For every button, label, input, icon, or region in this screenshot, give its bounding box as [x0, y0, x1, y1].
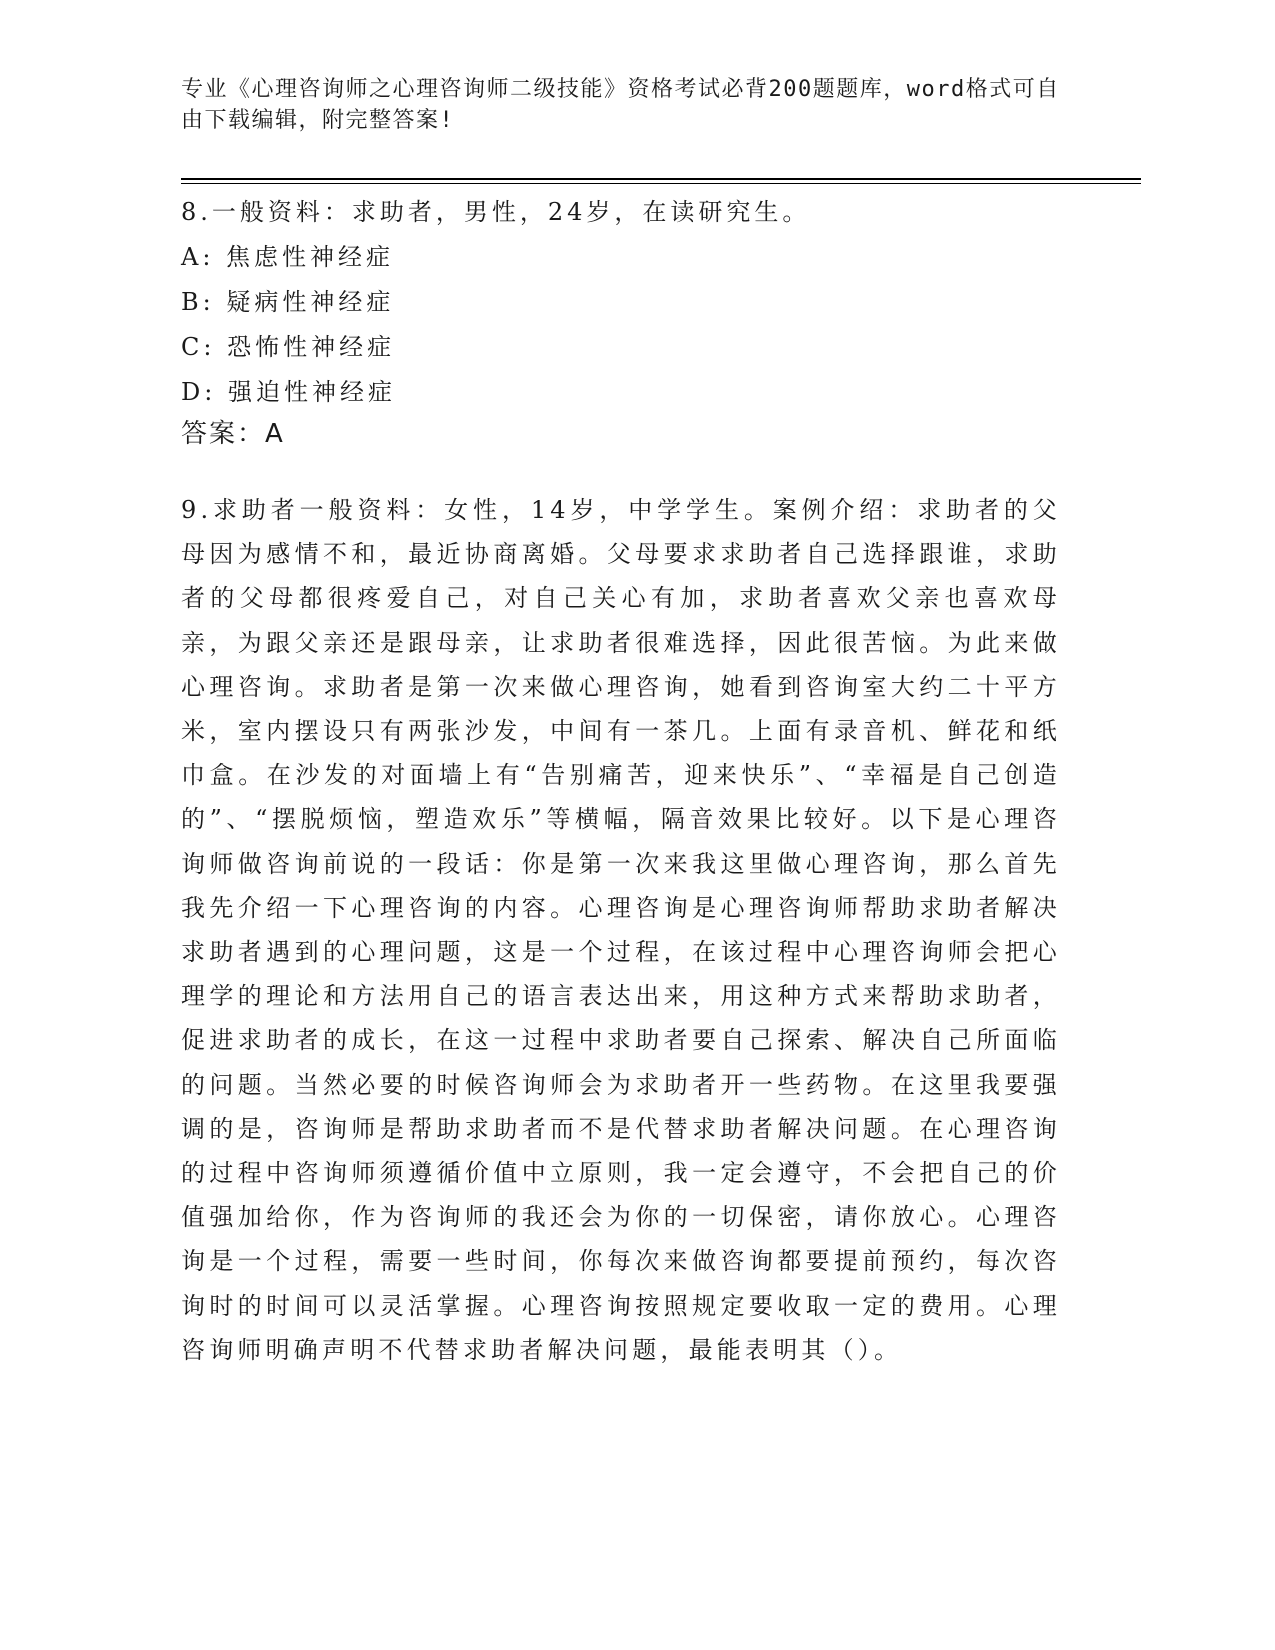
option-a: A: 焦虑性神经症 [181, 243, 395, 271]
header-rule-thin [181, 183, 1141, 184]
question-8-answer: 答案：A [181, 419, 285, 449]
question-8 [181, 190, 1081, 415]
option-b: B: 疑病性神经症 [181, 288, 395, 316]
header-rule-thick [181, 178, 1141, 180]
option-d: D: 强迫性神经症 [181, 378, 396, 406]
option-c: C: 恐怖性神经症 [181, 333, 396, 361]
document-header: 专业《心理咨询师之心理咨询师二级技能》资格考试必背200题题库，word格式可自由下载编辑，附完整答案! [181, 77, 1060, 133]
question-9-text: 9.求助者一般资料：女性，14岁，中学学生。案例介绍：求助者的父母因为感情不和，最近协商离婚。父母要求求助者自己选择跟谁，求助者的父母都很疼爱自己，对自己关心有加，求助者喜欢父亲也喜欢母亲，为跟父亲还是跟母亲，让求助者很难选择，因此很苦恼。为此来做心理咨询。求助者是第一次来做心理咨询，她看到咨询室大约二十平方米，室内摆设只有两张沙发，中间有一茶几。上面有录音机、鲜花和纸巾盒。在沙发的对面墙上有“告别痛苦，迎来快乐”、“幸福是自己创造的”、“摆脱烦恼，塑造欢乐”等横幅，隔音效果比较好。以下是心理咨询师做咨询前说的一段话：你是第一次来我这里做心理咨询，那么首先我先介绍一下心理咨询的内容。心理咨询是心理咨询师帮助求助者解决求助者遇到的心理问题，这是一个过程，在该过程中心理咨询师会把心理学的理论和方法用自己的语言表达出来，用这种方式来帮助求助者，促进求助者的成长，在这一过程中求助者要自己探索、解决自己所面临的问题。当然必要的时候咨询师会为求助者开一些药物。在这里我要强调的是，咨询师是帮助求助者而不是代替求助者解决问题。在心理咨询的过程中咨询师须遵循价值中立原则，我一定会遵守，不会把自己的价值强加给你，作为咨询师的我还会为你的一切保密，请你放心。心理咨询是一个过程，需要一些时间，你每次来做咨询都要提前预约，每次咨询时的时间可以灵活掌握。心理咨询按照规定要收取一定的费用。心理咨询师明确声明不代替求助者解决问题，最能表明其（）。 [181, 496, 1061, 1364]
question-8-stem: 8.一般资料：求助者，男性，24岁，在读研究生。 [181, 198, 811, 226]
